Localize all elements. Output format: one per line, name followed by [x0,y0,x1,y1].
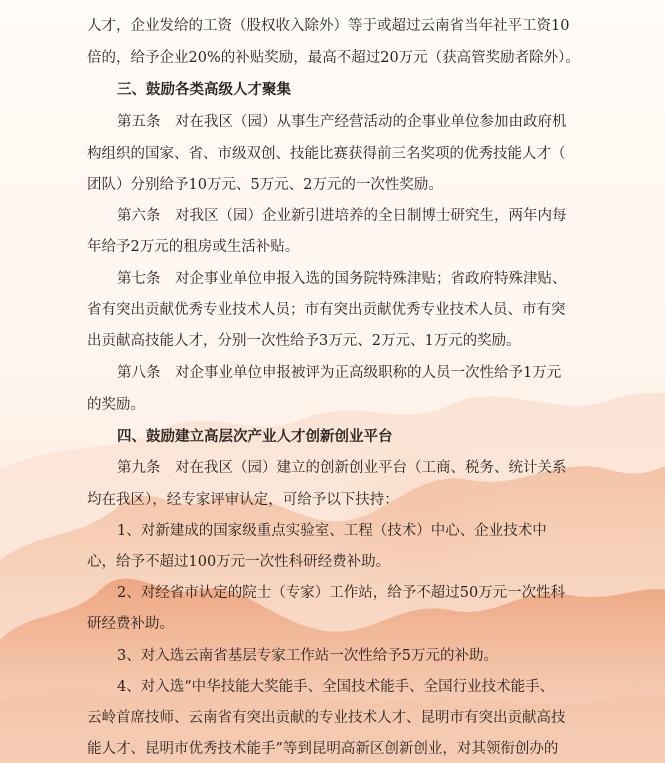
article-8-line: 的奖励。 [87,397,145,413]
list-item-4-line: 4、对入选“中华技能大奖能手、全国技术能手、全国行业技术能手、 [117,679,555,695]
list-item-2-line: 2、对经省市认定的院士（专家）工作站，给予不超过50万元一次性科 [117,585,566,601]
list-item-4-line: 能人才、昆明市优秀技术能手”等到昆明高新区创新创业，对其领衔创办的 [87,741,559,757]
article-8-line: 第八条 对企事业单位申报被评为正高级职称的人员一次性给予1万元 [117,365,562,381]
article-5-line: 构组织的国家、省、市级双创、技能比赛获得前三名奖项的优秀技能人才（ [87,146,566,162]
list-item-2-line: 研经费补助。 [87,616,174,632]
list-item-4-line: 云岭首席技师、云南省有突出贡献的专业技术人才、昆明市有突出贡献高技 [87,710,566,726]
list-item-1-line: 心，给予不超过100万元一次性科研经费补助。 [87,554,391,570]
article-5-line: 第五条 对在我区（园）从事生产经营活动的企事业单位参加由政府机 [117,114,567,130]
article-7-line: 省有突出贡献优秀专业技术人员；市有突出贡献优秀专业技术人员、市有突 [87,302,566,318]
article-9-line: 均在我区），经专家评审认定，可给予以下扶持： [87,492,399,508]
article-5-line: 团队）分别给予10万元、5万元、2万元的一次性奖励。 [87,177,443,193]
section-heading-4: 四、鼓励建立高层次产业人才创新创业平台 [117,429,393,445]
article-7-line: 第七条 对企事业单位申报入选的国务院特殊津贴；省政府特殊津贴、 [117,271,567,287]
article-7-line: 出贡献高技能人才，分别一次性给予3万元、2万元、1万元的奖励。 [87,333,521,349]
list-item-1-line: 1、对新建成的国家级重点实验室、工程（技术）中心、企业技术中 [117,523,547,539]
section-heading-3: 三、鼓励各类高级人才聚集 [117,82,291,98]
list-item-3-line: 3、对入选云南省基层专家工作站一次性给予5万元的补助。 [117,648,498,664]
article-6-line: 年给予2万元的租房或生活补贴。 [87,239,300,255]
paragraph-line: 倍的，给予企业20%的补贴奖励，最高不超过20万元（获高管奖励者除外）。 [87,50,580,66]
article-6-line: 第六条 对我区（园）企业新引进培养的全日制博士研究生，两年内每 [117,208,567,224]
article-9-line: 第九条 对在我区（园）建立的创新创业平台（工商、税务、统计关系 [117,460,567,476]
paragraph-line: 人才，企业发给的工资（股权收入除外）等于或超过云南省当年社平工资10 [87,18,570,34]
